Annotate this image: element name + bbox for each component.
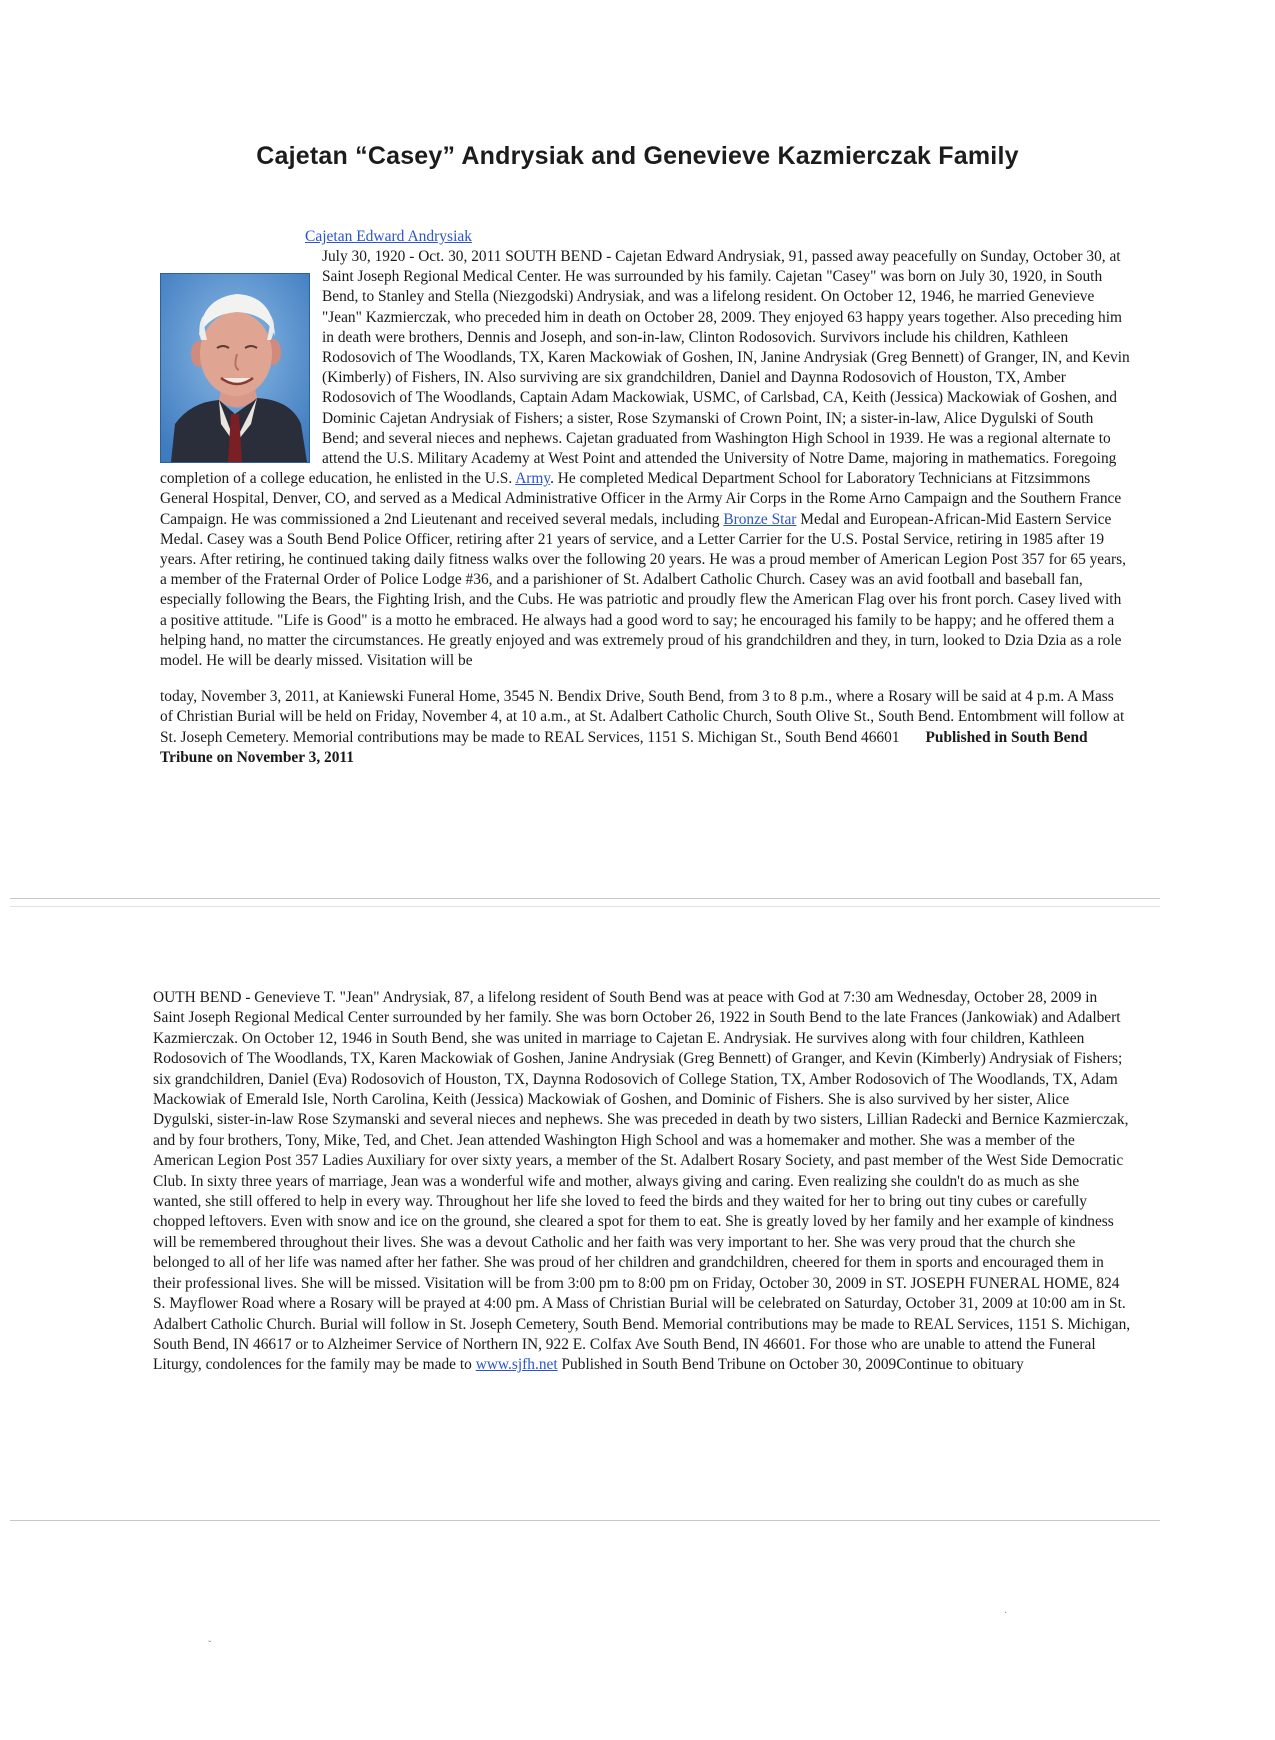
obituary-text-part-4: today, November 3, 2011, at Kaniewski Funeral Home, 3545 N. Bendix Drive, South Bend, from 3 to 8 p.m., where a Rosary will be said at 4 p.m. A Mass of Christian Burial will be held on Friday, November 4, at 10 a.m., at St. Adalbert Catholic Church, South Olive St., South Bend. Entombment will follow at St. Joseph Cemetery. Memorial contributions may be made to REAL Services, 1151 S. Michigan St., South Bend 46601 xyxy=(160,688,1125,746)
bronze-star-link[interactable]: Bronze Star xyxy=(723,510,797,528)
obituary-genevieve xyxy=(153,988,1131,1376)
obituary-text-part-1: July 30, 1920 - Oct. 30, 2011 SOUTH BEND - Cajetan Edward Andrysiak, 91, passed away peacefully on Sunday, October 30, at Saint Joseph Regional Medical Center. He was surrounded by his family. Cajetan "Casey" was born on July 30, 1920, in South Bend, to Stanley and Stella (Niezgodski) Andrysiak, and was a lifelong resident. On October 12, 1946, he married Genevieve "Jean" Kazmierczak, who preceded him in death on October 28, 2009. They enjoyed 63 happy years together. Also preceding him in death were brothers, Dennis and Joseph, and son-in-law, Clinton Rodosovich. Survivors include his children, Kathleen Rodosovich of The Woodlands, TX, Karen Mackowiak of Goshen, IN, Janine Andrysiak (Greg Bennett) of Granger, IN, and Kevin (Kimberly) of Fishers, IN. Also surviving are six grandchildren, Daniel and Daynna Rodosovich of Houston, TX, Amber Rodosovich of The Woodlands, Captain Adam Mackowiak, USMC, of Carlsbad, CA, Keith (Jessica) Mackowiak of Goshen, and Dominic Cajetan Andrysiak of Fishers; a sister, Rose Szymanski of Crown Point, IN; a sister-in-law, Alice Dygulski of South Bend; and several nieces and nephews. Cajetan graduated from Washington High School in 1939. He was a regional alternate to attend the U.S. Military Academy at West Point and attended the University of Notre Dame, majoring in mathematics. Foregoing completion of a college education, he enlisted in the U.S. xyxy=(160,248,1130,488)
obituary-text-part-1: OUTH BEND - Genevieve T. "Jean" Andrysiak, 87, a lifelong resident of South Bend was at peace with God at 7:30 am Wednesday, October 28, 2009 in Saint Joseph Regional Medical Center surrounded by her family. She was born October 26, 1922 in South Bend to the late Frances (Jankowiak) and Adalbert Kazmierczak. On October 12, 1946 in South Bend, she was united in marriage to Cajetan E. Andrysiak. He survives along with four children, Kathleen Rodosovich of The Woodlands, TX, Karen Mackowiak of Goshen, Janine Andrysiak (Greg Bennett) of Granger, and Kevin (Kimberly) Andrysiak of Fishers; six grandchildren, Daniel (Eva) Rodosovich of Houston, TX, Daynna Rodosovich of College Station, TX, Amber Rodosovich of The Woodlands, TX, Adam Mackowiak of Emerald Isle, North Carolina, Keith (Jessica) Mackowiak of Goshen, and Dominic of Fishers. She is also survived by her sister, Alice Dygulski, sister-in-law Rose Szymanski and several nieces and nephews. She was preceded in death by two sisters, Lillian Radecki and Bernice Kazmierczak, and by four brothers, Tony, Mike, Ted, and Chet. Jean attended Washington High School and was a homemaker and mother. She was a member of the American Legion Post 357 Ladies Auxiliary for over sixty years, a member of the St. Adalbert Rosary Society, and past member of the West Side Democratic Club. In sixty three years of marriage, Jean was a wonderful wife and mother, always giving and caring. Even realizing she couldn't do as much as she wanted, she still offered to help in every way. Throughout her life she loved to feed the birds and they waited for her to bring out tiny cubes or carefully chopped leftovers. Even with snow and ice on the ground, she cleared a spot for them to eat. She is greatly loved by her family and her example of kindness will be remembered throughout their lives. She was a devout Catholic and her faith was very important to her. She was very proud that the church she belonged to all of her life was named after her father. She was proud of her children and grandchildren, cheered for them in sports and encouraged them in their professional lives. She will be missed. Visitation will be from 3:00 pm to 8:00 pm on Friday, October 30, 2009 in ST. JOSEPH FUNERAL HOME, 824 S. Mayflower Road where a Rosary will be prayed at 4:00 pm. A Mass of Christian Burial will be celebrated on Saturday, October 31, 2009 at 10:00 am in St. Adalbert Catholic Church. Burial will follow in St. Joseph Cemetery, South Bend. Memorial contributions may be made to REAL Services, 1151 S. Michigan, South Bend, IN 46617 or to Alzheimer Service of Northern IN, 922 E. Colfax Ave South Bend, IN 46601. For those who are unable to attend the Funeral Liturgy, condolences for the family may be made to xyxy=(153,989,1131,1374)
obituary-text-part-2: . He completed Medical Department School for Laboratory Technicians at Fitzsimmons General Hospital, Denver, CO, and served as a Medical Administrative Officer in the Army Air Corps in the Rome Arno Campaign and the Southern France Campaign. He was commissioned a 2nd Lieutenant and received several medals, including xyxy=(160,470,1122,528)
scan-speck: ˇ xyxy=(208,1640,212,1651)
page-divider xyxy=(10,1520,1160,1521)
army-link[interactable]: Army xyxy=(515,470,551,488)
obituary-text xyxy=(153,988,1131,1376)
page-divider xyxy=(10,906,1160,907)
published-notice: Published in South Bend Tribune on November 3, 2011 xyxy=(160,728,1088,766)
obituary-cajetan xyxy=(160,228,1130,768)
funeral-home-link[interactable]: www.sjfh.net xyxy=(475,1356,558,1374)
obituary-visitation xyxy=(160,687,1130,768)
page-title: Cajetan “Casey” Andrysiak and Genevieve Kazmierczak Family xyxy=(256,142,1019,170)
obituary-text-part-2: Published in South Bend Tribune on October 30, 2009Continue to obituary xyxy=(561,1356,1024,1374)
obituary-text-part-3: Medal and European-African-Mid Eastern Service Medal. Casey was a South Bend Police Officer, retiring after 21 years of service, and a Letter Carrier for the U.S. Postal Service, retiring in 1985 after 19 years. After retiring, he continued taking daily fitness walks over the following 20 years. He was a proud member of American Legion Post 357 for 65 years, a member of the Fraternal Order of Police Lodge #36, and a parishioner of St. Adalbert Catholic Church. Casey was an avid football and baseball fan, especially following the Bears, the Fighting Irish, and the Cubs. He was patriotic and proudly flew the American Flag over his front porch. Casey lived with a positive attitude. "Life is Good" is a motto he embraced. He always had a good word to say; he encouraged his family to be happy; and he offered them a helping hand, no matter the circumstances. He greatly enjoyed and was extremely proud of his grandchildren and they, in turn, looked to Dzia Dzia as a role model. He will be dearly missed. Visitation will be xyxy=(160,510,1126,670)
portrait-photo xyxy=(160,273,310,463)
portrait-illustration xyxy=(161,274,309,462)
page-divider xyxy=(10,898,1160,899)
obituary-name-link[interactable]: Cajetan Edward Andrysiak xyxy=(305,228,473,245)
scan-speck: · xyxy=(1004,1608,1008,1619)
